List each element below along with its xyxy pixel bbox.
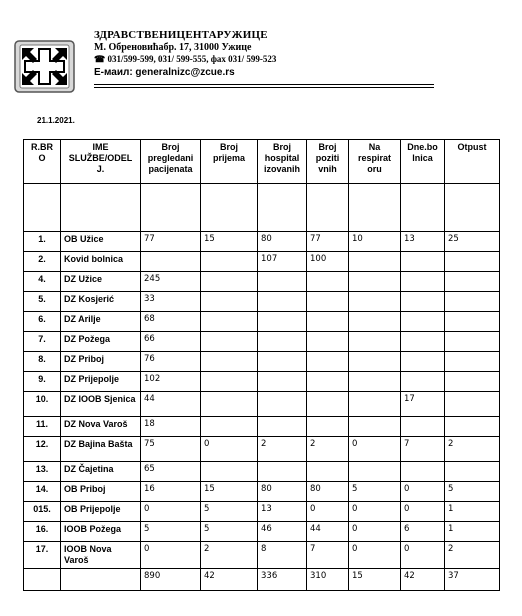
cell-hospitalized <box>258 272 307 292</box>
header-cell: Na respirat oru <box>349 140 401 184</box>
service-name: DZ Požega <box>61 332 141 352</box>
cell-examined: 0 <box>141 502 201 522</box>
cell-hospitalized: 2 <box>258 437 307 462</box>
cell-hospitalized <box>258 372 307 392</box>
table-row <box>24 332 500 352</box>
cell-examined: 66 <box>141 332 201 352</box>
cell-day-hospital <box>401 252 445 272</box>
cell-examined: 0 <box>141 542 201 569</box>
cell-admitted: 2 <box>201 542 258 569</box>
organization-name: ЗДРАВСТВЕНИЦЕНТАРУЖИЦЕ <box>94 29 268 41</box>
cell-discharged: 2 <box>445 437 500 462</box>
table-blank-row <box>24 184 500 232</box>
cell-day-hospital: 7 <box>401 437 445 462</box>
service-name: DZ Bajina Bašta <box>61 437 141 462</box>
cell-hospitalized <box>258 332 307 352</box>
service-name: IOOB Nova Varoš <box>61 542 141 569</box>
cell-respirator <box>349 312 401 332</box>
cell-hospitalized <box>258 462 307 482</box>
row-number: 1. <box>24 232 61 252</box>
cell-discharged: 25 <box>445 232 500 252</box>
cell-examined: 76 <box>141 352 201 372</box>
cell-examined: 102 <box>141 372 201 392</box>
service-name: OB Prijepolje <box>61 502 141 522</box>
service-name: DZ IOOB Sjenica <box>61 392 141 417</box>
cell-respirator <box>349 332 401 352</box>
cell-day-hospital: 0 <box>401 542 445 569</box>
cell-positive: 44 <box>307 522 349 542</box>
cell-respirator <box>349 272 401 292</box>
cell-admitted: 15 <box>201 232 258 252</box>
row-number: 8. <box>24 352 61 372</box>
total-examined: 890 <box>141 569 201 591</box>
cell-positive <box>307 312 349 332</box>
cell-hospitalized: 46 <box>258 522 307 542</box>
cell-admitted <box>201 252 258 272</box>
cell-respirator: 0 <box>349 522 401 542</box>
cell-respirator <box>349 392 401 417</box>
cell-examined: 5 <box>141 522 201 542</box>
header-cell: Dne.bo lnica <box>401 140 445 184</box>
cell-hospitalized <box>258 312 307 332</box>
cell-day-hospital: 13 <box>401 232 445 252</box>
cell-respirator <box>349 417 401 437</box>
table-row <box>24 462 500 482</box>
cell-positive: 2 <box>307 437 349 462</box>
cell-examined: 18 <box>141 417 201 437</box>
cell-examined: 68 <box>141 312 201 332</box>
total-day-hospital: 42 <box>401 569 445 591</box>
header-cell: Broj prijema <box>201 140 258 184</box>
cell-respirator: 0 <box>349 542 401 569</box>
table-row <box>24 292 500 312</box>
cell-discharged <box>445 312 500 332</box>
cell-hospitalized <box>258 417 307 437</box>
table-row <box>24 372 500 392</box>
header-cell: R.BR O <box>24 140 61 184</box>
cell-admitted <box>201 332 258 352</box>
total-respirator: 15 <box>349 569 401 591</box>
cell-discharged: 5 <box>445 482 500 502</box>
service-name: DZ Priboj <box>61 352 141 372</box>
service-name: Kovid bolnica <box>61 252 141 272</box>
cell-day-hospital <box>401 312 445 332</box>
table-row <box>24 312 500 332</box>
row-number: 10. <box>24 392 61 417</box>
cell-examined: 44 <box>141 392 201 417</box>
health-center-logo-icon <box>14 40 75 93</box>
table-row <box>24 502 500 522</box>
cell-hospitalized: 8 <box>258 542 307 569</box>
cell-admitted: 5 <box>201 502 258 522</box>
service-name: DZ Čajetina <box>61 462 141 482</box>
row-number: 2. <box>24 252 61 272</box>
cell-discharged <box>445 417 500 437</box>
cell-hospitalized: 107 <box>258 252 307 272</box>
row-number: 16. <box>24 522 61 542</box>
row-number: 6. <box>24 312 61 332</box>
total-discharged: 37 <box>445 569 500 591</box>
row-number: 7. <box>24 332 61 352</box>
cell-discharged: 1 <box>445 522 500 542</box>
service-name: DZ Kosjerić <box>61 292 141 312</box>
row-number: 13. <box>24 462 61 482</box>
service-name: OB Priboj <box>61 482 141 502</box>
service-name: DZ Nova Varoš <box>61 417 141 437</box>
cell-admitted: 5 <box>201 522 258 542</box>
cell-discharged <box>445 292 500 312</box>
cell-hospitalized <box>258 292 307 312</box>
service-name: DZ Arilje <box>61 312 141 332</box>
cell-admitted <box>201 272 258 292</box>
cell-respirator: 5 <box>349 482 401 502</box>
cell-examined: 33 <box>141 292 201 312</box>
cell-discharged <box>445 372 500 392</box>
table-row <box>24 272 500 292</box>
row-number: 015. <box>24 502 61 522</box>
cell-respirator <box>349 252 401 272</box>
total-positive: 310 <box>307 569 349 591</box>
row-number: 11. <box>24 417 61 437</box>
cell-positive: 7 <box>307 542 349 569</box>
cell-examined: 77 <box>141 232 201 252</box>
cell-day-hospital: 0 <box>401 502 445 522</box>
cell-hospitalized <box>258 352 307 372</box>
cell-respirator: 0 <box>349 437 401 462</box>
organization-phones: ☎ 031/599-599, 031/ 599-555, фах 031/ 599-523 <box>94 54 277 64</box>
header-cell: Broj pregledani pacijenata <box>141 140 201 184</box>
cell-discharged <box>445 252 500 272</box>
cell-positive <box>307 272 349 292</box>
table-row <box>24 482 500 502</box>
cell-positive <box>307 462 349 482</box>
cell-positive: 77 <box>307 232 349 252</box>
letterhead-divider <box>94 84 434 85</box>
table-row <box>24 437 500 462</box>
cell-day-hospital <box>401 462 445 482</box>
cell-hospitalized: 80 <box>258 482 307 502</box>
cell-hospitalized <box>258 392 307 417</box>
table-row <box>24 392 500 417</box>
organization-email: Е-маил: generalnizc@zcue.rs <box>94 67 235 78</box>
cell-examined: 65 <box>141 462 201 482</box>
row-number: 17. <box>24 542 61 569</box>
cell-examined: 16 <box>141 482 201 502</box>
cell-discharged <box>445 392 500 417</box>
cell-respirator <box>349 292 401 312</box>
cell-respirator: 0 <box>349 502 401 522</box>
cell-discharged <box>445 332 500 352</box>
cell-discharged <box>445 272 500 292</box>
cell-admitted <box>201 312 258 332</box>
table-header-row <box>24 140 500 184</box>
cell-admitted <box>201 292 258 312</box>
cell-discharged: 1 <box>445 502 500 522</box>
cell-positive: 80 <box>307 482 349 502</box>
cell-respirator <box>349 462 401 482</box>
cell-day-hospital <box>401 272 445 292</box>
cell-discharged: 2 <box>445 542 500 569</box>
cell-positive <box>307 417 349 437</box>
cell-positive <box>307 352 349 372</box>
cell-examined: 245 <box>141 272 201 292</box>
cell-day-hospital <box>401 352 445 372</box>
cell-discharged <box>445 462 500 482</box>
row-number: 12. <box>24 437 61 462</box>
cell-day-hospital: 6 <box>401 522 445 542</box>
cell-positive: 100 <box>307 252 349 272</box>
cell-positive <box>307 332 349 352</box>
table-row <box>24 417 500 437</box>
cell-examined: 75 <box>141 437 201 462</box>
cell-respirator: 10 <box>349 232 401 252</box>
service-name: OB Užice <box>61 232 141 252</box>
header-cell: Broj hospital izovanih <box>258 140 307 184</box>
letterhead-divider <box>94 87 434 88</box>
cell-day-hospital <box>401 292 445 312</box>
cell-day-hospital <box>401 372 445 392</box>
cell-positive <box>307 392 349 417</box>
letterhead <box>0 0 522 100</box>
cell-positive <box>307 292 349 312</box>
cell-admitted <box>201 392 258 417</box>
cell-respirator <box>349 372 401 392</box>
cell-admitted <box>201 462 258 482</box>
cell-day-hospital <box>401 332 445 352</box>
table-row <box>24 542 500 569</box>
cell-respirator <box>349 352 401 372</box>
header-cell: IME SLUŽBE/ODEL J. <box>61 140 141 184</box>
cell-admitted <box>201 417 258 437</box>
cell-admitted: 15 <box>201 482 258 502</box>
cell-day-hospital: 17 <box>401 392 445 417</box>
table-row <box>24 232 500 252</box>
row-number: 4. <box>24 272 61 292</box>
row-number: 9. <box>24 372 61 392</box>
header-cell: Otpust <box>445 140 500 184</box>
row-number: 14. <box>24 482 61 502</box>
table-row <box>24 352 500 372</box>
total-admitted: 42 <box>201 569 258 591</box>
patient-report-table <box>23 139 500 591</box>
cell-examined <box>141 252 201 272</box>
cell-day-hospital <box>401 417 445 437</box>
cell-hospitalized: 13 <box>258 502 307 522</box>
service-name: DZ Prijepolje <box>61 372 141 392</box>
cell-day-hospital: 0 <box>401 482 445 502</box>
cell-positive: 0 <box>307 502 349 522</box>
total-hospitalized: 336 <box>258 569 307 591</box>
service-name: DZ Užice <box>61 272 141 292</box>
table-row <box>24 252 500 272</box>
organization-address: М. Обреновићабр. 17, 31000 Ужице <box>94 42 252 53</box>
cell-discharged <box>445 352 500 372</box>
service-name: IOOB Požega <box>61 522 141 542</box>
cell-admitted <box>201 372 258 392</box>
cell-hospitalized: 80 <box>258 232 307 252</box>
cell-admitted: 0 <box>201 437 258 462</box>
cell-admitted <box>201 352 258 372</box>
table-totals-row <box>24 569 500 591</box>
row-number: 5. <box>24 292 61 312</box>
table-row <box>24 522 500 542</box>
header-cell: Broj poziti vnih <box>307 140 349 184</box>
cell-positive <box>307 372 349 392</box>
report-date: 21.1.2021. <box>37 116 75 125</box>
